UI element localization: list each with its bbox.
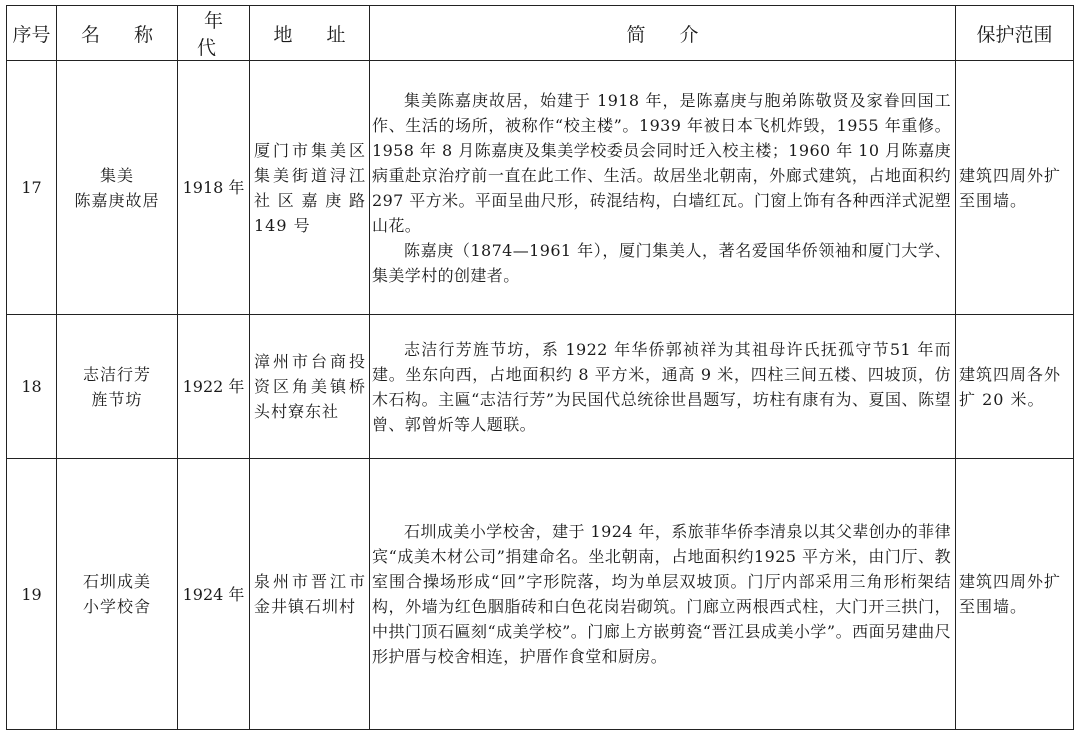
- cell-name: [57, 459, 178, 730]
- header-address: [250, 6, 370, 61]
- intro-paragraph: 志洁行芳旌节坊，系 1922 年华侨郭祯祥为其祖母许氏抚孤守节51 年而建。坐东向西，占地面积约 8 平方米，通高 9 米，四柱三间五楼、四坡顶，仿木石构。主匾“志洁行芳”为民国代总统徐世昌题写，坊柱有康有为、夏国、陈望曾、郭曾炘等人题联。: [372, 339, 951, 434]
- name-line: 旌节坊: [91, 389, 143, 409]
- header-name-text: 名 称: [80, 23, 168, 46]
- cell-no: 18: [7, 315, 57, 459]
- cell-name: [57, 315, 178, 459]
- name-line: 小学校舍: [82, 597, 151, 616]
- header-name: [57, 6, 178, 61]
- header-row: [7, 6, 1074, 61]
- cell-scope: 建筑四周各外扩 20 米。: [956, 315, 1074, 459]
- cell-intro: [370, 315, 956, 459]
- intro-paragraph: 集美陈嘉庚故居，始建于 1918 年，是陈嘉庚与胞弟陈敬贤及家眷回国工作、生活的场所，被称作“校主楼”。1939 年被日本飞机炸毁，1955 年重修。1958 年 8 月陈嘉庚及集美学校委员会同时迁入校主楼；1960 年 10 月陈嘉庚病重赴京治疗前一直在此工作、生活。故居坐北朝南，外廊式建筑，占地面积约 297 平方米。平面呈曲尺形，砖混结构，白墙红瓦。门窗上饰有各种西洋式泥塑山花。: [372, 90, 951, 235]
- header-address-text: 地 址: [273, 23, 360, 46]
- cell-intro: [370, 459, 956, 730]
- cell-scope: 建筑四周外扩至围墙。: [956, 61, 1074, 315]
- name-line: 志洁行芳: [82, 364, 151, 384]
- header-intro-text: 简 介: [626, 23, 713, 46]
- header-scope: 保护范围: [956, 6, 1074, 61]
- table-row: [7, 61, 1074, 315]
- header-era-text: 年 代: [196, 10, 237, 59]
- cell-era: 1918 年: [178, 61, 250, 315]
- header-era: [178, 6, 250, 61]
- intro-paragraph: 石圳成美小学校舍，建于 1924 年，系旅菲华侨李清泉以其父辈创办的菲律宾“成美木材公司”捐建命名。坐北朝南，占地面积约1925 平方米，由门厅、教室围合操场形成“回”字形院落，均为单层双坡顶。门厅内部采用三角形桁架结构，外墙为红色胭脂砖和白色花岗岩砌筑。门廊立两根西式柱，大门开三拱门，中拱门顶石匾刻“成美学校”。门廊上方嵌剪瓷“晋江县成美小学”。西面另建曲尺形护厝与校舍相连，护厝作食堂和厨房。: [372, 522, 951, 666]
- heritage-table-sheet: [6, 5, 1073, 730]
- header-intro: [370, 6, 956, 61]
- cell-address: 泉州市晋江市金井镇石圳村: [250, 459, 370, 730]
- cell-address: 厦门市集美区集美街道浔江社区嘉庚路 149 号: [250, 61, 370, 315]
- cell-no: 19: [7, 459, 57, 730]
- header-no: 序号: [7, 6, 57, 61]
- cell-no: 17: [7, 61, 57, 315]
- cell-name: [57, 61, 178, 315]
- cell-intro: [370, 61, 956, 315]
- name-line: 石圳成美: [82, 572, 151, 591]
- cell-era: 1924 年: [178, 459, 250, 730]
- table-row: [7, 315, 1074, 459]
- cell-era: 1922 年: [178, 315, 250, 459]
- cell-scope: 建筑四周外扩至围墙。: [956, 459, 1074, 730]
- heritage-table: [6, 5, 1074, 730]
- name-line: 集美: [99, 165, 134, 185]
- name-line: 陈嘉庚故居: [74, 190, 160, 210]
- table-row: [7, 459, 1074, 730]
- intro-paragraph: 陈嘉庚（1874—1961 年），厦门集美人，著名爱国华侨领袖和厦门大学、集美学村的创建者。: [372, 240, 951, 285]
- cell-address: 漳州市台商投资区角美镇桥头村寮东社: [250, 315, 370, 459]
